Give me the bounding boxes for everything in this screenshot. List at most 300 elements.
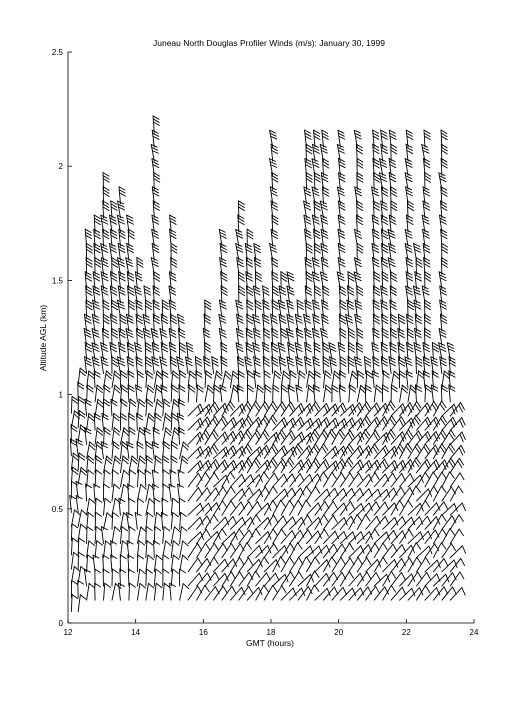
wind-barb bbox=[104, 484, 110, 501]
wind-barb bbox=[381, 342, 387, 359]
wind-barb bbox=[205, 572, 219, 586]
wind-barb bbox=[78, 510, 87, 527]
wind-barb bbox=[373, 144, 380, 161]
wind-barb bbox=[281, 588, 296, 600]
wind-barb bbox=[398, 314, 404, 331]
wind-barb bbox=[287, 314, 294, 331]
wind-barb bbox=[197, 488, 211, 501]
wind-barb bbox=[137, 583, 145, 600]
wind-barb bbox=[163, 569, 169, 586]
wind-barb bbox=[154, 527, 160, 544]
wind-barb bbox=[408, 572, 422, 586]
wind-barb bbox=[129, 427, 135, 444]
y-tick-label: 1.5 bbox=[51, 276, 63, 286]
wind-barb bbox=[101, 527, 107, 544]
wind-barb bbox=[290, 530, 304, 543]
wind-barb bbox=[449, 385, 455, 402]
wind-barb bbox=[338, 258, 345, 275]
wind-barb bbox=[442, 573, 456, 586]
wind-barb bbox=[112, 527, 120, 544]
wind-barb bbox=[163, 583, 170, 600]
wind-barb bbox=[154, 456, 161, 473]
wind-barb bbox=[95, 470, 102, 487]
wind-barb bbox=[400, 474, 414, 487]
wind-barb bbox=[290, 371, 297, 388]
wind-barb bbox=[264, 500, 277, 515]
wind-barb bbox=[85, 357, 92, 374]
wind-barb bbox=[104, 541, 112, 558]
wind-barb bbox=[423, 201, 430, 218]
wind-barb bbox=[391, 385, 397, 402]
wind-barb bbox=[135, 272, 142, 289]
wind-barb bbox=[273, 557, 285, 572]
wind-barb bbox=[205, 385, 214, 402]
wind-barb bbox=[408, 503, 423, 515]
wind-barb bbox=[238, 201, 244, 218]
wind-barb bbox=[87, 470, 94, 487]
wind-barb bbox=[237, 258, 244, 275]
wind-barb bbox=[195, 357, 201, 374]
wind-barb bbox=[188, 432, 203, 444]
wind-barb bbox=[188, 404, 203, 416]
wind-barb bbox=[84, 314, 91, 331]
wind-barb bbox=[127, 272, 134, 289]
wind-barb bbox=[78, 368, 86, 385]
wind-barb bbox=[264, 573, 279, 586]
wind-barb bbox=[263, 342, 270, 359]
wind-barb bbox=[400, 558, 414, 572]
wind-barb bbox=[415, 328, 422, 345]
wind-barb bbox=[315, 560, 330, 572]
wind-barb bbox=[406, 272, 413, 289]
wind-barb bbox=[127, 243, 134, 260]
wind-barb bbox=[281, 474, 296, 487]
wind-barb bbox=[383, 530, 398, 543]
wind-barb bbox=[154, 583, 162, 600]
wind-barb bbox=[391, 144, 397, 161]
wind-barb bbox=[305, 229, 312, 246]
wind-barb bbox=[152, 158, 159, 175]
wind-barb bbox=[273, 385, 279, 402]
wind-barb bbox=[306, 173, 312, 190]
wind-barb bbox=[321, 328, 328, 345]
wind-barb bbox=[440, 357, 447, 374]
wind-barb bbox=[357, 460, 372, 472]
wind-barb bbox=[145, 357, 151, 374]
wind-barb bbox=[85, 229, 91, 246]
wind-barb bbox=[306, 243, 312, 260]
wind-barb bbox=[129, 498, 135, 515]
wind-barb bbox=[338, 130, 345, 147]
wind-barb bbox=[400, 385, 408, 402]
wind-barb bbox=[127, 215, 134, 232]
wind-barb bbox=[315, 501, 329, 515]
wind-barb bbox=[348, 272, 354, 289]
wind-barb bbox=[338, 215, 345, 232]
wind-barb bbox=[349, 403, 363, 416]
wind-barb bbox=[340, 488, 355, 501]
wind-barb bbox=[425, 272, 431, 289]
wind-barb bbox=[305, 258, 311, 275]
wind-barb bbox=[432, 342, 438, 359]
wind-barb bbox=[112, 470, 118, 487]
wind-barb bbox=[442, 504, 457, 516]
wind-barb bbox=[287, 286, 294, 303]
wind-barb bbox=[93, 300, 100, 317]
wind-barb bbox=[288, 385, 294, 402]
wind-barb bbox=[279, 286, 286, 303]
wind-barb bbox=[279, 357, 286, 374]
wind-barb bbox=[340, 543, 353, 557]
wind-barb bbox=[179, 498, 185, 515]
wind-barb bbox=[347, 300, 354, 317]
wind-barb bbox=[425, 588, 440, 601]
wind-barb bbox=[188, 503, 203, 515]
wind-barb bbox=[323, 557, 336, 572]
wind-barb bbox=[264, 529, 277, 543]
wind-barb bbox=[298, 433, 313, 445]
wind-barb bbox=[383, 488, 398, 501]
wind-barb bbox=[230, 529, 243, 544]
wind-barb bbox=[408, 475, 423, 487]
wind-barb bbox=[408, 385, 416, 402]
wind-barb bbox=[312, 272, 319, 289]
wind-barb bbox=[213, 475, 228, 487]
wind-barb bbox=[120, 413, 126, 430]
wind-barb bbox=[153, 484, 159, 501]
wind-barb bbox=[406, 187, 413, 204]
wind-barb bbox=[414, 343, 421, 360]
wind-barb bbox=[439, 328, 446, 345]
wind-barb bbox=[205, 557, 218, 572]
wind-barb bbox=[171, 541, 179, 558]
wind-barb bbox=[416, 257, 422, 274]
wind-barb bbox=[112, 385, 120, 402]
wind-barb bbox=[212, 357, 219, 374]
wind-barb bbox=[357, 173, 363, 190]
wind-barb bbox=[305, 357, 312, 374]
wind-barb bbox=[296, 385, 302, 402]
wind-barb bbox=[239, 286, 245, 303]
wind-barb bbox=[450, 403, 464, 417]
wind-barb bbox=[256, 532, 271, 544]
wind-barb bbox=[222, 460, 237, 472]
wind-barb bbox=[389, 130, 396, 147]
y-tick-label: 0.5 bbox=[51, 504, 63, 514]
x-tick-label: 22 bbox=[401, 628, 411, 637]
wind-barb bbox=[110, 286, 117, 303]
wind-barb bbox=[188, 385, 195, 402]
wind-barb bbox=[298, 515, 312, 529]
x-tick-label: 24 bbox=[469, 628, 479, 637]
wind-barb bbox=[332, 385, 338, 402]
wind-barb bbox=[256, 503, 271, 515]
wind-barb bbox=[87, 583, 95, 600]
x-axis-label: GMT (hours) bbox=[245, 638, 295, 648]
wind-barb bbox=[95, 385, 103, 402]
wind-barb bbox=[256, 517, 271, 529]
wind-barb bbox=[450, 588, 465, 601]
wind-barb bbox=[120, 527, 127, 544]
wind-barb bbox=[178, 399, 184, 416]
wind-barb bbox=[323, 418, 338, 430]
wind-barb bbox=[110, 343, 117, 360]
wind-barb bbox=[127, 314, 134, 331]
y-tick-label: 1 bbox=[58, 390, 63, 400]
y-axis-ticks bbox=[52, 48, 72, 628]
wind-barb bbox=[104, 399, 110, 416]
wind-barb bbox=[129, 527, 135, 544]
wind-barb bbox=[162, 300, 168, 317]
wind-barb bbox=[433, 558, 447, 571]
y-tick-label: 0 bbox=[58, 619, 63, 628]
wind-barb bbox=[93, 286, 100, 303]
wind-barb bbox=[332, 531, 347, 543]
wind-barb bbox=[323, 385, 331, 402]
wind-barb bbox=[391, 444, 404, 458]
wind-barb bbox=[433, 515, 446, 530]
wind-barb bbox=[85, 399, 91, 416]
wind-barb bbox=[213, 501, 226, 515]
wind-barb bbox=[441, 130, 447, 147]
wind-barb bbox=[205, 532, 220, 544]
wind-barb bbox=[372, 187, 379, 204]
wind-barb bbox=[119, 343, 126, 360]
wind-barb bbox=[185, 357, 192, 374]
wind-barb bbox=[87, 385, 94, 402]
wind-barb bbox=[374, 516, 389, 529]
wind-barb bbox=[213, 487, 227, 501]
x-tick-label: 18 bbox=[266, 628, 276, 637]
y-axis-label: Altitude AGL (km) bbox=[38, 304, 48, 372]
wind-barb bbox=[180, 555, 189, 572]
wind-barb bbox=[152, 343, 159, 360]
wind-barb bbox=[357, 385, 366, 402]
wind-barb bbox=[247, 385, 253, 402]
wind-barb bbox=[154, 569, 161, 586]
wind-barb bbox=[180, 584, 189, 601]
wind-barb bbox=[357, 243, 363, 260]
wind-barb bbox=[152, 130, 159, 147]
wind-barb bbox=[391, 487, 405, 501]
wind-barb bbox=[127, 342, 134, 359]
wind-barb bbox=[374, 385, 382, 402]
wind-barb bbox=[169, 484, 175, 501]
wind-barb bbox=[312, 187, 319, 204]
wind-barb bbox=[273, 574, 288, 586]
wind-barb bbox=[213, 586, 227, 600]
wind-barb bbox=[281, 385, 287, 402]
wind-barb bbox=[391, 474, 405, 487]
wind-barb bbox=[104, 427, 111, 444]
wind-barb bbox=[366, 371, 373, 388]
wind-barb bbox=[197, 573, 212, 586]
wind-barb bbox=[179, 342, 185, 359]
wind-barb bbox=[163, 484, 169, 501]
wind-barb bbox=[120, 555, 126, 572]
wind-barb bbox=[111, 541, 117, 558]
wind-barb bbox=[264, 515, 277, 529]
wind-barb bbox=[433, 472, 446, 487]
wind-barb bbox=[340, 588, 355, 600]
wind-barb bbox=[383, 503, 398, 515]
wind-barb bbox=[374, 474, 389, 487]
wind-barb bbox=[264, 385, 271, 402]
wind-barb bbox=[381, 144, 388, 161]
wind-barb bbox=[104, 583, 111, 600]
wind-barb bbox=[425, 172, 431, 189]
wind-barb bbox=[230, 446, 245, 458]
wind-barb bbox=[71, 538, 78, 555]
wind-barb bbox=[119, 229, 126, 246]
wind-barb bbox=[349, 488, 364, 501]
wind-barb bbox=[137, 257, 143, 274]
wind-barb bbox=[400, 588, 415, 600]
wind-barb bbox=[256, 585, 269, 600]
wind-barb bbox=[305, 300, 312, 317]
wind-barb bbox=[213, 517, 228, 529]
wind-barb bbox=[373, 357, 379, 374]
wind-barb bbox=[111, 272, 117, 289]
wind-barb bbox=[120, 456, 128, 473]
wind-barb bbox=[373, 130, 380, 147]
wind-barb bbox=[273, 546, 288, 558]
wind-barb bbox=[197, 385, 204, 402]
wind-barb bbox=[163, 399, 170, 416]
wind-barb bbox=[85, 272, 92, 289]
wind-barb bbox=[383, 586, 396, 601]
wind-barb bbox=[425, 385, 431, 402]
wind-barb bbox=[366, 559, 381, 571]
wind-barb bbox=[313, 385, 319, 402]
wind-barb bbox=[137, 371, 143, 388]
wind-barb bbox=[372, 371, 378, 388]
wind-barb bbox=[129, 583, 135, 600]
wind-barb bbox=[271, 201, 278, 218]
wind-barb bbox=[312, 328, 319, 345]
wind-barb bbox=[323, 501, 337, 515]
wind-barb bbox=[135, 512, 141, 529]
wind-barb bbox=[416, 371, 424, 388]
wind-barb bbox=[239, 416, 253, 430]
wind-barbs bbox=[70, 116, 466, 612]
wind-barb bbox=[197, 530, 211, 544]
wind-barb bbox=[128, 300, 134, 317]
wind-barb bbox=[118, 243, 125, 260]
wind-barb bbox=[382, 385, 388, 402]
wind-barb bbox=[222, 371, 231, 388]
wind-barb bbox=[366, 473, 379, 487]
wind-barb bbox=[425, 574, 440, 586]
wind-barb bbox=[94, 215, 100, 232]
wind-barb bbox=[95, 527, 102, 544]
wind-barb bbox=[101, 286, 108, 303]
wind-barb bbox=[78, 595, 86, 612]
wind-barb bbox=[103, 314, 109, 331]
x-tick-label: 16 bbox=[198, 628, 208, 637]
wind-barb bbox=[408, 532, 423, 544]
wind-barb bbox=[143, 328, 150, 345]
wind-barb bbox=[219, 300, 226, 317]
wind-barb bbox=[137, 498, 143, 515]
wind-barb bbox=[391, 201, 397, 218]
wind-barb bbox=[78, 467, 86, 484]
wind-barb bbox=[273, 430, 286, 444]
wind-barb bbox=[247, 546, 262, 558]
y-tick-label: 2.5 bbox=[51, 48, 63, 57]
wind-barb bbox=[281, 572, 295, 586]
wind-barb bbox=[374, 502, 388, 515]
wind-barb bbox=[222, 532, 237, 544]
wind-barb bbox=[406, 144, 413, 161]
wind-barb bbox=[380, 159, 387, 176]
wind-barb bbox=[137, 569, 145, 586]
wind-barb bbox=[407, 314, 413, 331]
wind-barb bbox=[256, 445, 270, 458]
wind-barb bbox=[373, 328, 379, 345]
wind-barb bbox=[152, 243, 159, 260]
wind-barb bbox=[119, 583, 125, 600]
wind-barb bbox=[296, 328, 303, 345]
wind-barb bbox=[313, 314, 320, 331]
wind-barb bbox=[205, 402, 219, 416]
wind-barb bbox=[118, 201, 125, 218]
wind-barb bbox=[298, 574, 313, 586]
wind-barb bbox=[298, 546, 313, 558]
wind-barb bbox=[119, 272, 126, 289]
wind-barb bbox=[205, 488, 219, 501]
wind-barb bbox=[154, 413, 161, 430]
wind-barb bbox=[348, 342, 354, 359]
x-tick-label: 12 bbox=[63, 628, 73, 637]
wind-barb bbox=[144, 286, 151, 303]
wind-barb bbox=[95, 541, 102, 558]
wind-barb bbox=[180, 569, 186, 586]
wind-barb bbox=[297, 300, 303, 317]
wind-barb bbox=[323, 531, 338, 543]
wind-barb bbox=[349, 385, 356, 402]
wind-barb bbox=[270, 244, 277, 261]
wind-barb bbox=[247, 587, 262, 600]
wind-barb bbox=[247, 559, 262, 571]
wind-barb bbox=[298, 530, 312, 544]
wind-barb bbox=[332, 544, 346, 558]
wind-barb bbox=[153, 116, 159, 133]
wind-barb bbox=[188, 532, 203, 544]
wind-barb bbox=[290, 473, 304, 486]
wind-barb bbox=[439, 173, 446, 190]
wind-barb bbox=[111, 201, 117, 218]
wind-barb bbox=[264, 560, 279, 572]
wind-barb bbox=[247, 229, 253, 246]
wind-barb bbox=[101, 215, 108, 232]
wind-barb bbox=[112, 257, 118, 274]
wind-barb bbox=[449, 371, 455, 388]
wind-barb bbox=[281, 543, 294, 557]
wind-barb bbox=[372, 229, 379, 246]
wind-barb bbox=[171, 569, 178, 586]
wind-barb bbox=[315, 515, 328, 530]
wind-barb bbox=[111, 314, 117, 331]
wind-barb bbox=[71, 595, 77, 612]
wind-barb bbox=[307, 429, 320, 444]
wind-barb bbox=[305, 158, 312, 175]
wind-barb bbox=[205, 300, 211, 317]
wind-barb bbox=[338, 343, 345, 360]
wind-barb bbox=[220, 243, 227, 260]
wind-barb bbox=[281, 500, 294, 515]
wind-barb bbox=[264, 585, 277, 600]
